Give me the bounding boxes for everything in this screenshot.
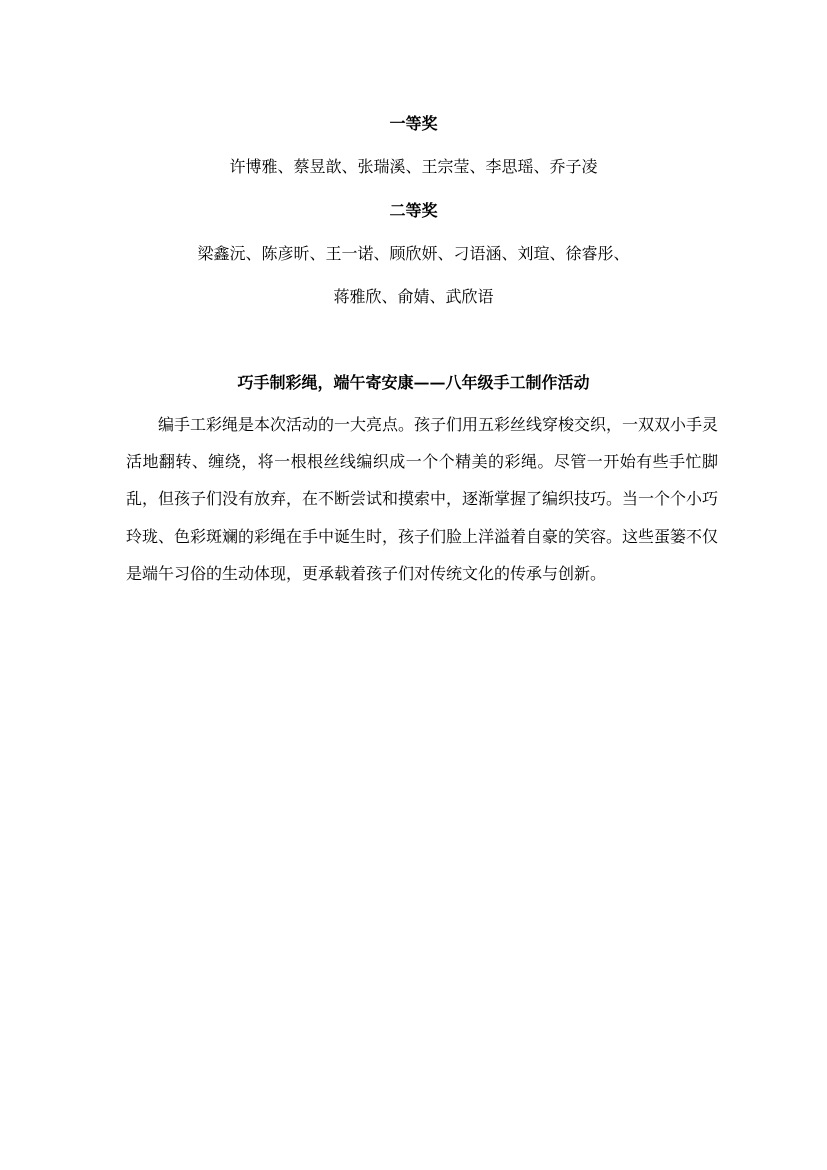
second-prize-names-line-2: 蒋雅欣、俞婧、武欣语 xyxy=(333,287,494,306)
article-paragraph: 编手工彩绳是本次活动的一大亮点。孩子们用五彩丝线穿梭交织，一双双小手灵活地翻转、缠绕，将一根根丝线编织成一个个精美的彩绳。尽管一开始有些手忙脚乱，但孩子们没有放弃，在不断尝试和摸索中，逐渐掌握了编织技巧。当一个个小巧玲珑、色彩斑斓的彩绳在手中诞生时，孩子们脸上洋溢着自豪的笑容。这些蛋篓不仅是端午习俗的生动体现，更承载着孩子们对传统文化的传承与创新。 xyxy=(126,415,719,583)
first-prize-names: 许博雅、蔡昱歆、张瑞溪、王宗莹、李思瑶、乔子凌 xyxy=(229,157,598,176)
first-prize-heading: 一等奖 xyxy=(389,114,438,133)
second-prize-names-line-1: 梁鑫沅、陈彦昕、王一诺、顾欣妍、刁语涵、刘瑄、徐睿彤、 xyxy=(197,244,630,263)
article-title: 巧手制彩绳，端午寄安康——八年级手工制作活动 xyxy=(237,373,590,392)
second-prize-heading: 二等奖 xyxy=(389,201,438,220)
article-body xyxy=(126,406,718,592)
